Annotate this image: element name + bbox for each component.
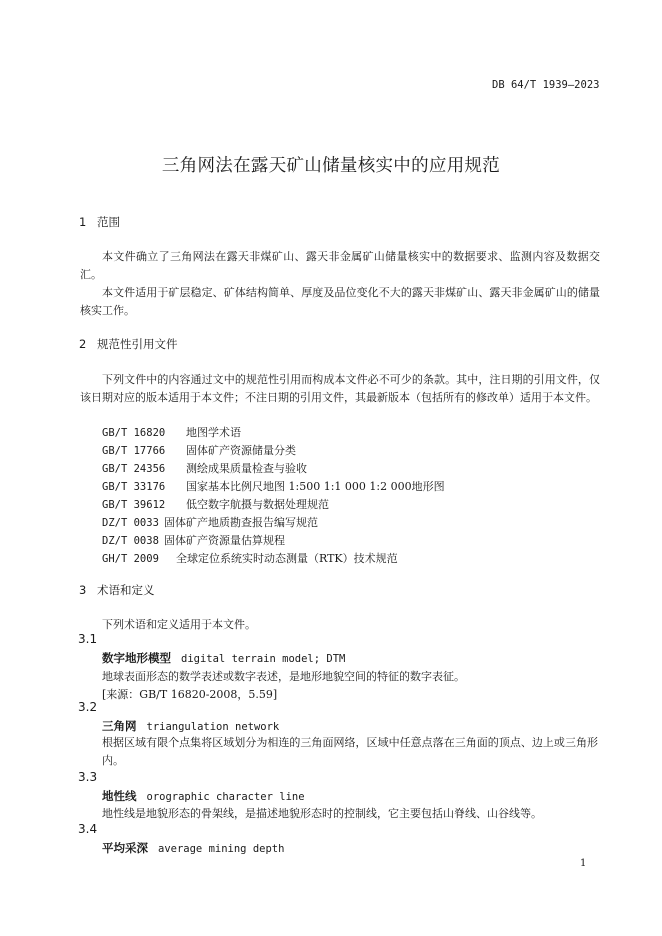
reference-title: 全球定位系统实时动态测量（RTK）技术规范 bbox=[176, 552, 398, 565]
term-chinese: 平均采深 bbox=[102, 841, 148, 855]
section-title: 规范性引用文件 bbox=[97, 337, 178, 351]
term-entry bbox=[102, 788, 305, 804]
reference-title: 固体矿产资源储量分类 bbox=[186, 444, 296, 457]
term-entry bbox=[102, 718, 279, 734]
term-chinese: 三角网 bbox=[102, 719, 137, 733]
paragraph: 本文件确立了三角网法在露天非煤矿山、露天非金属矿山储量核实中的数据要求、监测内容及数据交汇。 bbox=[80, 250, 600, 281]
reference-item bbox=[102, 424, 241, 440]
term-english: digital terrain model; DTM bbox=[181, 653, 346, 665]
term-definition: 地球表面形态的数学表述或数字表述，是地形地貌空间的特征的数字表征。 bbox=[102, 670, 465, 683]
term-definition-block bbox=[102, 734, 598, 770]
reference-title: 固体矿产地质勘查报告编写规范 bbox=[164, 516, 318, 529]
clause-number: 3.4 bbox=[78, 822, 98, 836]
reference-item bbox=[102, 460, 307, 476]
clause-number: 3.1 bbox=[78, 632, 98, 646]
reference-code: DZ/T 0038 bbox=[102, 535, 159, 547]
term-english: orographic character line bbox=[146, 791, 305, 803]
reference-code: GB/T 16820 bbox=[102, 427, 166, 439]
reference-item bbox=[102, 478, 445, 494]
section-1-body bbox=[80, 248, 600, 320]
term-chinese: 地性线 bbox=[102, 789, 137, 803]
paragraph: 下列文件中的内容通过文中的规范性引用而构成本文件必不可少的条款。其中，注日期的引用文件，仅该日期对应的版本适用于本文件；不注日期的引用文件，其最新版本（包括所有的修改单）适用于本文件。 bbox=[80, 373, 600, 404]
term-definition: 根据区域有限个点集将区域划分为相连的三角面网络，区域中任意点落在三角面的顶点、边上或三角形内。 bbox=[102, 736, 598, 767]
reference-code: GB/T 39612 bbox=[102, 499, 166, 511]
reference-code: GH/T 2009 bbox=[102, 553, 159, 565]
clause-number: 3.3 bbox=[78, 770, 98, 784]
section-number: 1 bbox=[79, 215, 87, 229]
reference-item bbox=[102, 442, 296, 458]
reference-code: DZ/T 0033 bbox=[102, 517, 159, 529]
term-entry bbox=[102, 650, 345, 666]
reference-item bbox=[102, 532, 285, 548]
term-entry bbox=[102, 840, 284, 856]
section-title: 范围 bbox=[97, 215, 120, 229]
reference-title: 固体矿产资源量估算规程 bbox=[164, 534, 285, 547]
document-code: DB 64/T 1939—2023 bbox=[492, 79, 600, 91]
term-definition: 地性线是地貌形态的骨架线，是描述地貌形态时的控制线，它主要包括山脊线、山谷线等。 bbox=[102, 807, 542, 820]
reference-item bbox=[102, 550, 398, 566]
section-number: 2 bbox=[79, 337, 87, 351]
section-number: 3 bbox=[79, 583, 87, 597]
term-english: average mining depth bbox=[158, 843, 285, 855]
reference-code: GB/T 24356 bbox=[102, 463, 166, 475]
section-2-heading bbox=[79, 336, 178, 352]
reference-title: 国家基本比例尺地图 1:500 1:1 000 1:2 000地形图 bbox=[186, 480, 445, 493]
term-chinese: 数字地形模型 bbox=[102, 651, 171, 665]
section-3-heading bbox=[79, 582, 155, 598]
clause-number: 3.2 bbox=[78, 700, 98, 714]
reference-title: 地图学术语 bbox=[186, 426, 241, 439]
reference-item bbox=[102, 514, 318, 530]
page-number: 1 bbox=[580, 858, 587, 869]
section-1-heading bbox=[79, 214, 120, 230]
reference-code: GB/T 33176 bbox=[102, 481, 166, 493]
term-source: [来源：GB/T 16820-2008，5.59] bbox=[102, 688, 278, 701]
section-2-intro bbox=[80, 371, 600, 407]
document-title: 三角网法在露天矿山储量核实中的应用规范 bbox=[161, 156, 501, 176]
reference-code: GB/T 17766 bbox=[102, 445, 166, 457]
section-title: 术语和定义 bbox=[97, 583, 155, 597]
paragraph: 本文件适用于矿层稳定、矿体结构简单、厚度及品位变化不大的露天非煤矿山、露天非金属矿山的储量核实工作。 bbox=[80, 286, 600, 317]
reference-item bbox=[102, 496, 329, 512]
reference-title: 测绘成果质量检查与验收 bbox=[186, 462, 307, 475]
section-3-intro: 下列术语和定义适用于本文件。 bbox=[102, 618, 256, 631]
term-english: triangulation network bbox=[146, 721, 280, 733]
reference-title: 低空数字航摄与数据处理规范 bbox=[186, 498, 329, 511]
